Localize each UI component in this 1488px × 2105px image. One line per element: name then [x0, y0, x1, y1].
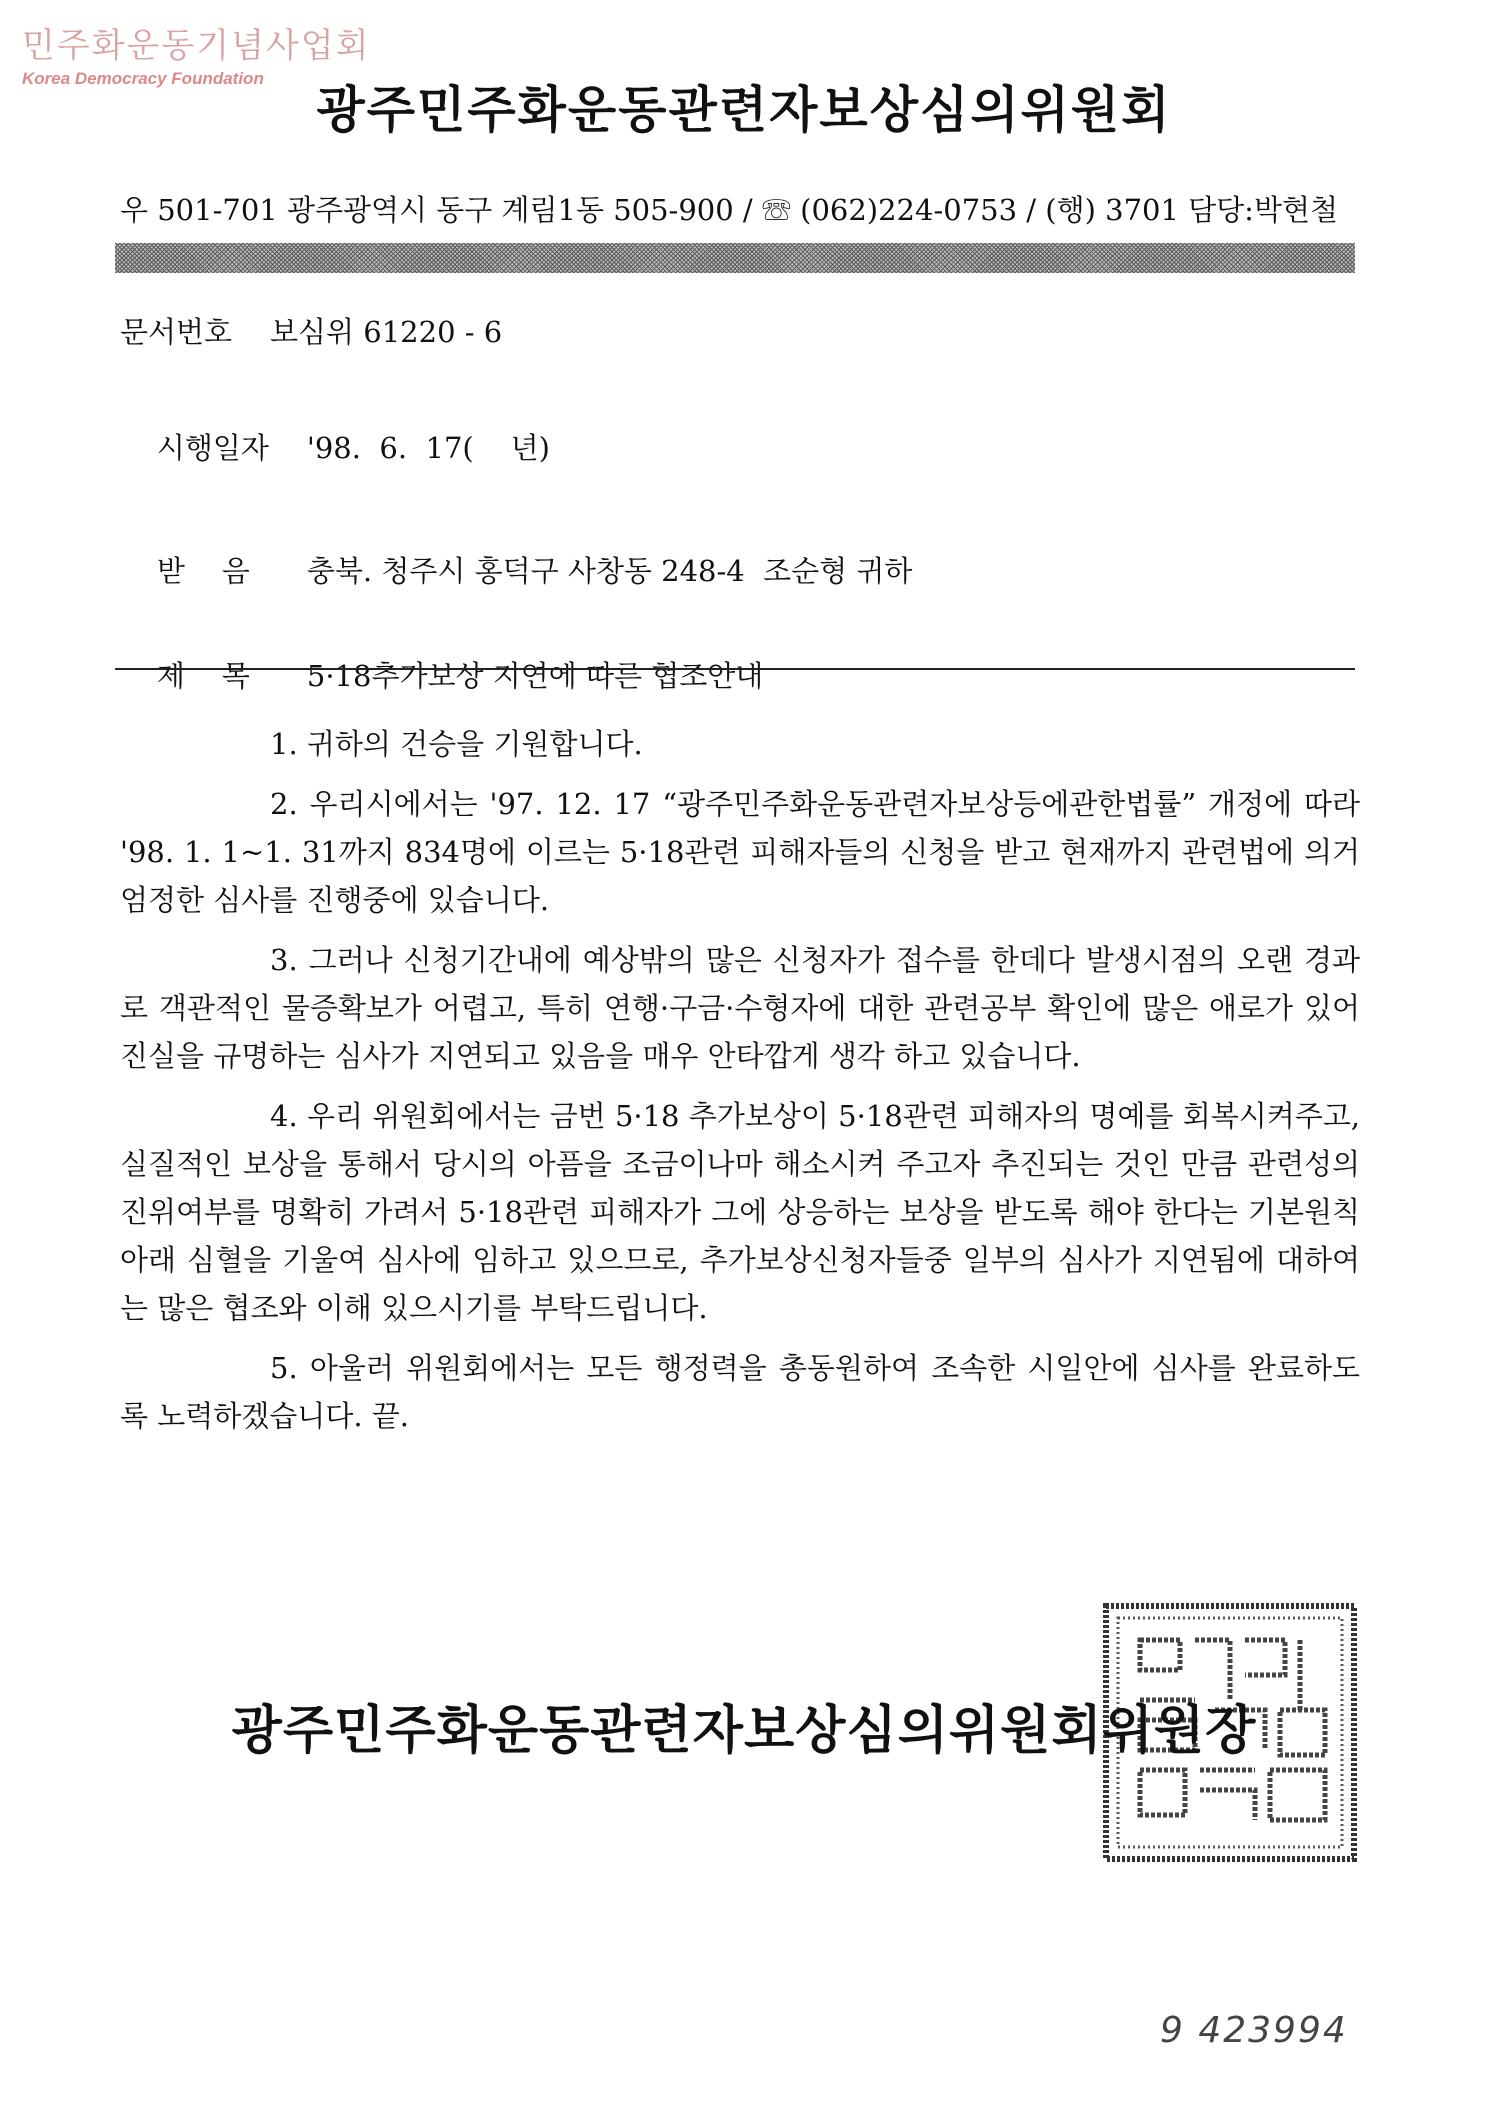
subject-label: 제 목	[156, 659, 250, 693]
recipient-row	[120, 515, 912, 624]
watermark-korean: 민주화운동기념사업회	[22, 26, 371, 66]
address-line: 우 501-701 광주광역시 동구 계림1동 505-900 / ☏ (062)224-0753 / (행) 3701 담당:박현철	[120, 193, 1338, 227]
date-label: 시행일자	[156, 431, 269, 465]
subject-value: 5·18추가보상 지연에 따른 협조안내	[306, 659, 764, 693]
subject-underline	[115, 668, 1355, 670]
letter-body	[120, 720, 1360, 1452]
recipient-label: 받 음	[156, 554, 250, 588]
paragraph-5: 5. 아울러 위원회에서는 모든 행정력을 총동원하여 조속한 시일안에 심사를 완료하도록 노력하겠습니다. 끝.	[120, 1351, 1360, 1433]
doc-number-label: 문서번호	[120, 315, 233, 349]
date-value: '98. 6. 17( 년)	[306, 431, 550, 465]
date-row	[120, 392, 550, 501]
doc-number-value: 보심위 61220 - 6	[270, 315, 503, 349]
handwritten-annotation: 9 423994	[1160, 2010, 1348, 2051]
recipient-value: 충북. 청주시 홍덕구 사창동 248-4 조순형 귀하	[306, 554, 913, 588]
paragraph-3: 3. 그러나 신청기간내에 예상밖의 많은 신청자가 접수를 한데다 발생시점의 오랜 경과로 객관적인 물증확보가 어렵고, 특히 연행·구금·수형자에 대한 관련공부 확인에 많은 애로가 있어 진실을 규명하는 심사가 지연되고 있음을 매우 안타깝게 생각 하고 있습니다.	[120, 943, 1360, 1073]
doc-number-row	[120, 310, 502, 351]
watermark-english: Korea Democracy Foundation	[22, 69, 264, 88]
paragraph-2: 2. 우리시에서는 '97. 12. 17 “광주민주화운동관련자보상등에관한법률” 개정에 따라 '98. 1. 1~1. 31까지 834명에 이르는 5·18관련 피해자들의 신청을 받고 현재까지 관련법에 의거 엄정한 심사를 진행중에 있습니다.	[120, 787, 1360, 917]
header-divider-band	[115, 243, 1355, 273]
signature-title: 광주민주화운동관련자보상심의위원회위원장	[231, 1701, 1257, 1761]
paragraph-1: 1. 귀하의 건승을 기원합니다.	[270, 727, 643, 761]
paragraph-4: 4. 우리 위원회에서는 금번 5·18 추가보상이 5·18관련 피해자의 명예를 회복시켜주고, 실질적인 보상을 통해서 당시의 아픔을 조금이나마 해소시켜 주고자 추진되는 것인 만큼 관련성의 진위여부를 명확히 가려서 5·18관련 피해자가 그에 상응하는 보상을 받도록 해야 한다는 기본원칙 아래 심혈을 기울여 심사에 임하고 있으므로, 추가보상신청자들중 일부의 심사가 지연됨에 대하여는 많은 협조와 이해 있으시기를 부탁드립니다.	[120, 1099, 1360, 1325]
subject-row	[120, 620, 763, 729]
organization-title: 광주민주화운동관련자보상심의위원회	[316, 81, 1172, 139]
